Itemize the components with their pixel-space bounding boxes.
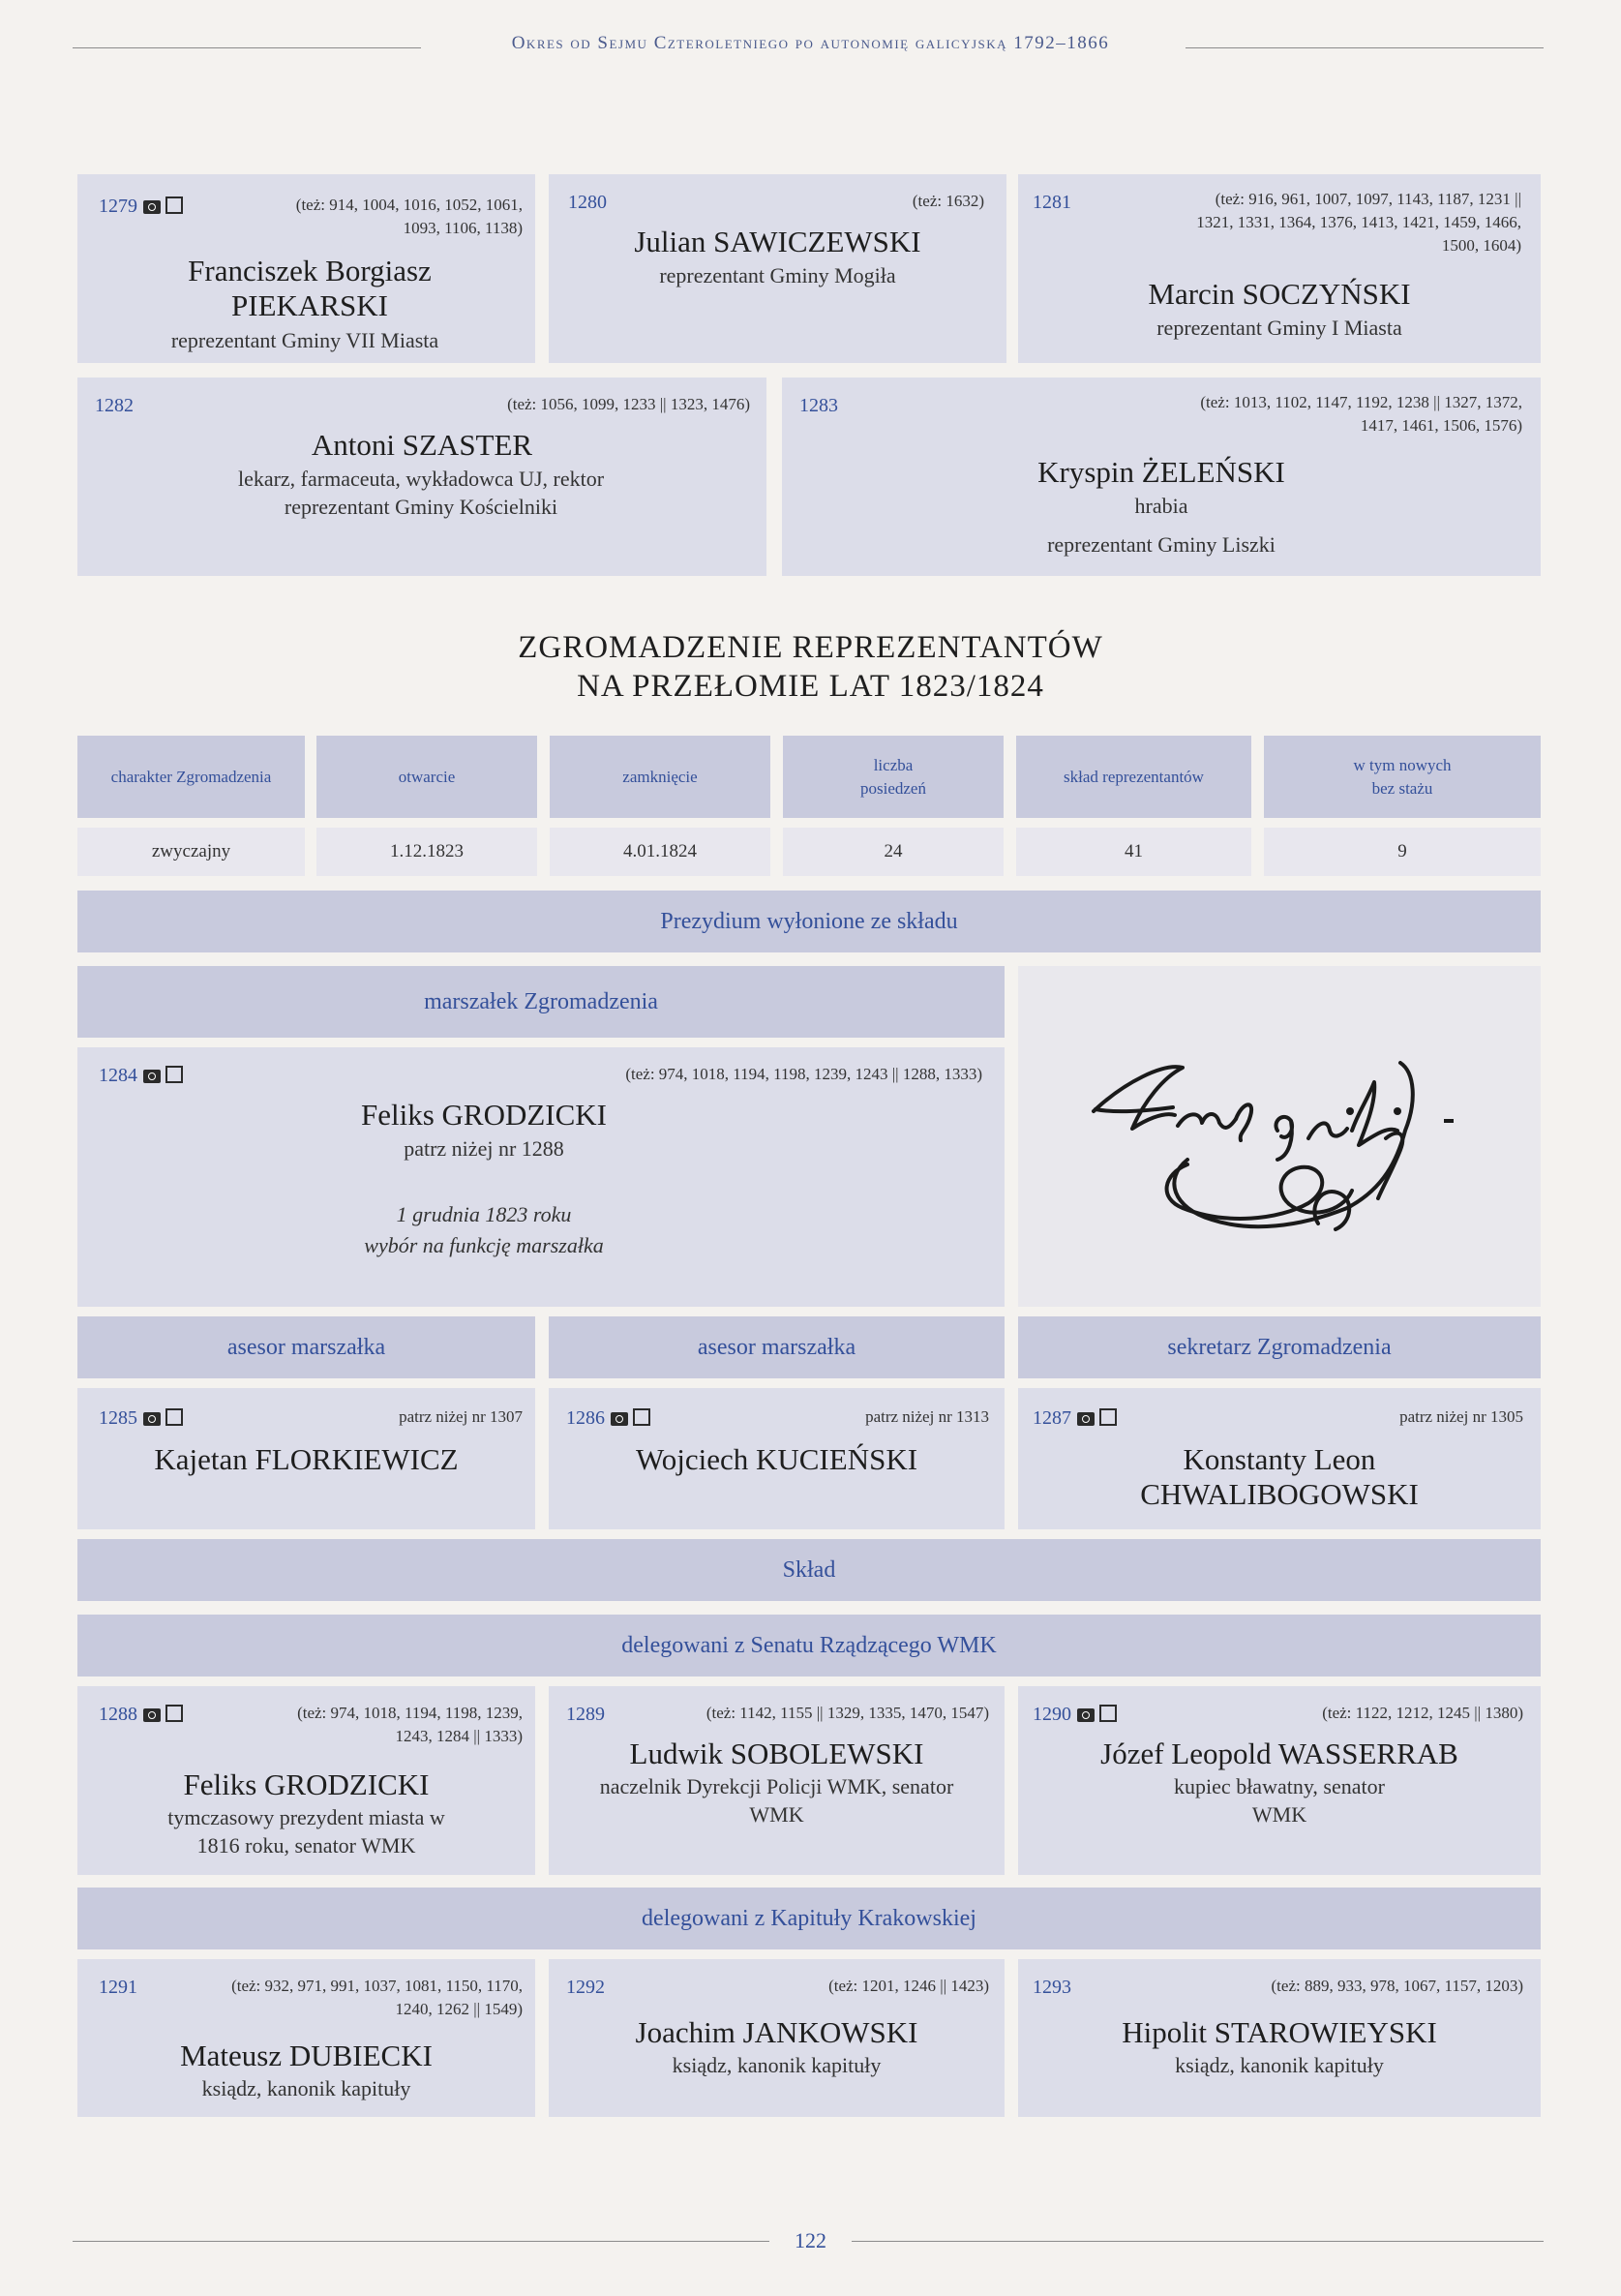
table-cell-members: 41	[1016, 828, 1251, 876]
portrait-and-signature-icons	[143, 1066, 183, 1089]
person-description: reprezentant Gminy Liszki	[1047, 532, 1276, 557]
entry-number: 1282	[95, 395, 134, 416]
person-name: Julian SAWICZEWSKI	[634, 225, 921, 258]
portrait-and-signature-icons	[143, 1408, 183, 1432]
person-name: Kajetan FLORKIEWICZ	[154, 1442, 459, 1476]
entry-number: 1289	[566, 1704, 605, 1725]
square-icon	[1099, 1705, 1117, 1722]
person-description: reprezentant Gminy I Miasta	[1156, 316, 1402, 340]
cross-reference: (też: 914, 1004, 1016, 1052, 1061, 1093, 1106, 1138)	[295, 196, 523, 237]
square-icon	[165, 1705, 183, 1722]
person-description: ksiądz, kanonik kapituły	[201, 2076, 411, 2100]
person-description: ksiądz, kanonik kapituły	[672, 2053, 882, 2077]
cross-reference: (też: 1142, 1155 || 1329, 1335, 1470, 1547)	[705, 1704, 989, 1722]
person-description: lekarz, farmaceuta, wykładowca UJ, rektor reprezentant Gminy Kościelniki	[237, 467, 605, 519]
person-name: Marcin SOCZYŃSKI	[1148, 277, 1411, 311]
square-icon	[633, 1408, 650, 1426]
entry-number: 1283	[799, 395, 838, 416]
cross-reference: (też: 1013, 1102, 1147, 1192, 1238 || 1327, 1372, 1417, 1461, 1506, 1576)	[1200, 393, 1522, 435]
cross-reference: (też: 916, 961, 1007, 1097, 1143, 1187, 1231 || 1321, 1331, 1364, 1376, 1413, 1421, 1459, 1466, 1500, 1604)	[1196, 190, 1521, 255]
person-description: kupiec bławatny, senator WMK	[1174, 1774, 1385, 1827]
cross-reference: (też: 974, 1018, 1194, 1198, 1239, 1243, 1284 || 1333)	[297, 1704, 523, 1745]
entry-number: 1285	[99, 1407, 183, 1432]
entry-card-1280	[549, 174, 1006, 363]
portrait-and-signature-icons	[1077, 1408, 1117, 1432]
portrait-and-signature-icons	[143, 1705, 183, 1728]
assembly-table	[77, 736, 1541, 881]
person-description: reprezentant Gminy Mogiła	[659, 263, 896, 287]
section-title-line-1: ZGROMADZENIE REPREZENTANTÓW	[518, 630, 1103, 665]
camera-icon	[611, 1412, 628, 1426]
running-title: Okres od Sejmu Czteroletniego po autonomię galicyjską 1792–1866	[511, 33, 1110, 53]
person-description: ksiądz, kanonik kapituły	[1175, 2053, 1384, 2077]
person-description: reprezentant Gminy VII Miasta	[170, 328, 439, 352]
page-footer	[0, 2226, 1621, 2255]
person-title: hrabia	[1134, 494, 1188, 518]
entry-number: 1288	[99, 1704, 183, 1728]
person-name: Konstanty Leon CHWALIBOGOWSKI	[1140, 1442, 1419, 1511]
table-header-opening: otwarcie	[316, 736, 537, 818]
person-name: Hipolit STAROWIEYSKI	[1122, 2015, 1437, 2049]
band-composition: Skład	[77, 1539, 1541, 1601]
header-rule-right	[1186, 47, 1544, 48]
entry-card-1293	[1018, 1959, 1541, 2117]
band-presidium: Prezydium wyłonione ze składu	[77, 891, 1541, 952]
square-icon	[1099, 1408, 1117, 1426]
band-secretary: sekretarz Zgromadzenia	[1018, 1316, 1541, 1378]
band-assessor-1: asesor marszałka	[77, 1316, 535, 1378]
table-header-character: charakter Zgromadzenia	[77, 736, 305, 818]
portrait-and-signature-icons	[143, 196, 183, 220]
entry-card-1292	[549, 1959, 1005, 2117]
entry-number: 1293	[1033, 1977, 1071, 1998]
entry-card-1282	[77, 378, 766, 576]
camera-icon	[143, 1412, 161, 1426]
entry-number: 1281	[1033, 192, 1071, 213]
page-number: 122	[795, 2228, 826, 2252]
entry-card-1288	[77, 1686, 535, 1875]
table-header-closing: zamknięcie	[550, 736, 770, 818]
cross-reference: (też: 974, 1018, 1194, 1198, 1239, 1243 || 1288, 1333)	[625, 1065, 982, 1083]
person-name: Franciszek Borgiasz PIEKARSKI	[188, 254, 432, 322]
person-name: Antoni SZASTER	[311, 428, 533, 462]
election-note: wybór na funkcję marszałka	[364, 1233, 604, 1257]
running-header	[0, 33, 1621, 62]
cross-reference: (też: 1056, 1099, 1233 || 1323, 1476)	[507, 395, 750, 413]
election-date: 1 grudnia 1823 roku	[396, 1202, 572, 1226]
camera-icon	[143, 1070, 161, 1083]
person-name: Józef Leopold WASSERRAB	[1100, 1737, 1458, 1770]
person-name: Joachim JANKOWSKI	[635, 2015, 918, 2049]
cross-reference: (też: 1632)	[912, 192, 984, 210]
entry-card-1289	[549, 1686, 1005, 1875]
person-description: naczelnik Dyrekcji Policji WMK, senator WMK	[599, 1774, 954, 1827]
handwritten-signature	[1018, 966, 1541, 1307]
entry-number: 1291	[99, 1977, 137, 1998]
square-icon	[165, 1408, 183, 1426]
entry-card-1281	[1018, 174, 1541, 363]
entry-number: 1290	[1033, 1704, 1117, 1728]
entry-card-1291	[77, 1959, 535, 2117]
portrait-and-signature-icons	[1077, 1705, 1117, 1728]
person-name: Feliks GRODZICKI	[183, 1767, 430, 1801]
person-description: patrz niżej nr 1288	[404, 1136, 564, 1161]
cross-reference: patrz niżej nr 1313	[865, 1407, 989, 1426]
entry-number: 1286	[566, 1407, 650, 1432]
table-header-sessions: liczba posiedzeń	[783, 736, 1004, 818]
cross-reference: (też: 1122, 1212, 1245 || 1380)	[1322, 1704, 1523, 1722]
entry-card-1279	[77, 174, 535, 363]
cross-reference: (też: 889, 933, 978, 1067, 1157, 1203)	[1271, 1977, 1523, 1995]
table-header-new-members: w tym nowych bez stażu	[1264, 736, 1541, 818]
table-cell-sessions: 24	[783, 828, 1004, 876]
entry-card-1283	[782, 378, 1541, 576]
band-assessor-2: asesor marszałka	[549, 1316, 1005, 1378]
person-description: tymczasowy prezydent miasta w 1816 roku, senator WMK	[167, 1805, 445, 1858]
table-cell-character: zwyczajny	[77, 828, 305, 876]
person-name: Feliks GRODZICKI	[360, 1098, 608, 1132]
section-title-line-2: NA PRZEŁOMIE LAT 1823/1824	[577, 669, 1044, 704]
camera-icon	[1077, 1708, 1095, 1722]
entry-card-1287	[1018, 1388, 1541, 1529]
camera-icon	[143, 200, 161, 214]
cross-reference: (też: 932, 971, 991, 1037, 1081, 1150, 1170, 1240, 1262 || 1549)	[231, 1977, 523, 2018]
entry-number: 1292	[566, 1977, 605, 1998]
camera-icon	[1077, 1412, 1095, 1426]
entry-number: 1284	[99, 1065, 183, 1089]
table-cell-new-members: 9	[1264, 828, 1541, 876]
signature-panel	[1018, 966, 1541, 1307]
cross-reference: patrz niżej nr 1307	[399, 1407, 523, 1426]
portrait-and-signature-icons	[611, 1408, 650, 1432]
entry-card-1285	[77, 1388, 535, 1529]
entry-card-1286	[549, 1388, 1005, 1529]
table-cell-opening: 1.12.1823	[316, 828, 537, 876]
entry-card-1284	[77, 1047, 1005, 1307]
person-name: Ludwik SOBOLEWSKI	[629, 1737, 924, 1770]
camera-icon	[143, 1708, 161, 1722]
band-marshal: marszałek Zgromadzenia	[77, 966, 1005, 1038]
person-name: Mateusz DUBIECKI	[180, 2039, 433, 2072]
cross-reference: patrz niżej nr 1305	[1399, 1407, 1523, 1426]
entry-card-1290	[1018, 1686, 1541, 1875]
entry-number: 1287	[1033, 1407, 1117, 1432]
person-name: Wojciech KUCIEŃSKI	[635, 1442, 918, 1476]
band-senate-delegates: delegowani z Senatu Rządzącego WMK	[77, 1615, 1541, 1677]
table-cell-closing: 4.01.1824	[550, 828, 770, 876]
square-icon	[165, 1066, 183, 1083]
table-header-members: skład reprezentantów	[1016, 736, 1251, 818]
entry-number: 1279	[99, 196, 183, 220]
footer-rule-right	[852, 2241, 1544, 2242]
square-icon	[165, 196, 183, 214]
person-name: Kryspin ŻELEŃSKI	[1037, 455, 1285, 489]
band-chapter-delegates: delegowani z Kapituły Krakowskiej	[77, 1888, 1541, 1949]
cross-reference: (też: 1201, 1246 || 1423)	[828, 1977, 989, 1995]
entry-number: 1280	[568, 192, 607, 213]
